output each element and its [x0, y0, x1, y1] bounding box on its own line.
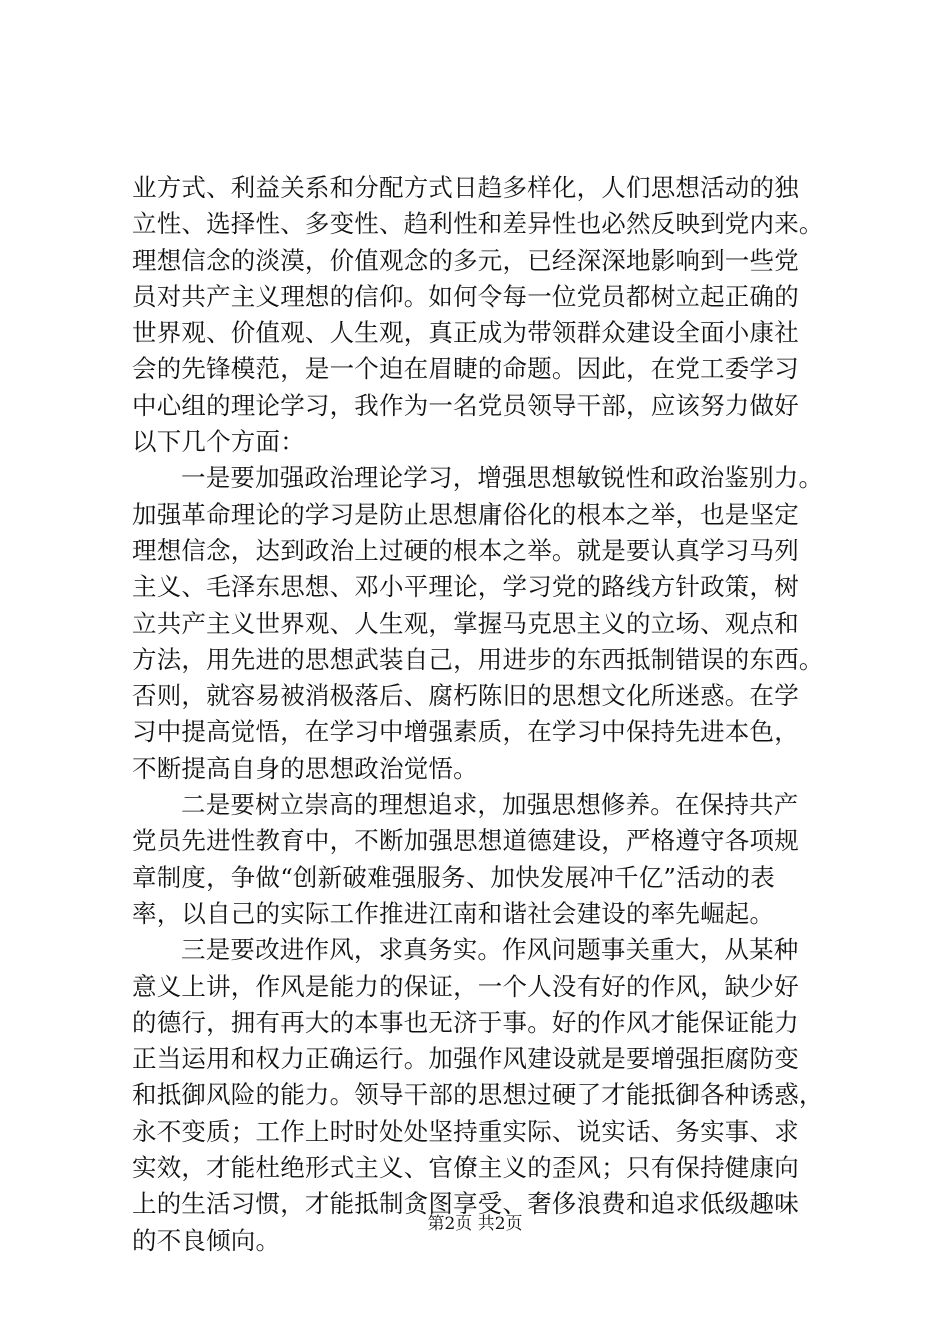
- paragraph-4-line: 的德行，拥有再大的本事也无济于事。好的作风才能保证能力: [132, 1007, 799, 1037]
- paragraph-4-line: 上的生活习惯，才能抵制贪图享受、奢侈浪费和追求低级趣味: [132, 1189, 799, 1219]
- paragraph-2-line: 否则，就容易被消极落后、腐朽陈旧的思想文化所迷惑。在学: [132, 681, 799, 711]
- paragraph-2-line: 方法，用先进的思想武装自己，用进步的东西抵制错误的东西。: [132, 644, 824, 674]
- paragraph-2-line: 习中提高觉悟，在学习中增强素质，在学习中保持先进本色，: [132, 717, 799, 747]
- paragraph-1-line: 立性、选择性、多变性、趋利性和差异性也必然反映到党内来。: [132, 209, 824, 239]
- page-number-footer: 第2页 共2页: [427, 1214, 523, 1234]
- paragraph-3-line: 二是要树立崇高的理想追求，加强思想修养。在保持共产: [181, 790, 799, 820]
- paragraph-3-line: 章制度，争做“创新破难强服务、加快发展冲千亿”活动的表: [132, 862, 775, 892]
- paragraph-1-line: 世界观、价值观、人生观，真正成为带领群众建设全面小康社: [132, 318, 799, 348]
- paragraph-1-line: 业方式、利益关系和分配方式日趋多样化，人们思想活动的独: [132, 173, 799, 202]
- paragraph-2-line: 加强革命理论的学习是防止思想庸俗化的根本之举，也是坚定: [132, 499, 799, 529]
- paragraph-2-line: 立共产主义世界观、人生观，掌握马克思主义的立场、观点和: [132, 608, 799, 638]
- document-body: [132, 170, 832, 1259]
- paragraph-3-line: 党员先进性教育中，不断加强思想道德建设，严格遵守各项规: [132, 826, 799, 856]
- paragraph-1-line: 中心组的理论学习，我作为一名党员领导干部，应该努力做好: [132, 390, 799, 420]
- paragraph-4-line: 意义上讲，作风是能力的保证，一个人没有好的作风，缺少好: [132, 971, 799, 1001]
- paragraph-4-line: 三是要改进作风，求真务实。作风问题事关重大，从某种: [181, 935, 799, 965]
- paragraph-1-line: 员对共产主义理想的信仰。如何令每一位党员都树立起正确的: [132, 281, 799, 311]
- paragraph-1-line: 以下几个方面：: [132, 427, 305, 457]
- paragraph-1-line: 理想信念的淡漠，价值观念的多元，已经深深地影响到一些党: [132, 245, 799, 275]
- paragraph-4-line: 正当运用和权力正确运行。加强作风建设就是要增强拒腐防变: [132, 1044, 799, 1074]
- paragraph-3-line: 率，以自己的实际工作推进江南和谐社会建设的率先崛起。: [132, 898, 775, 928]
- paragraph-2-line: 一是要加强政治理论学习，增强思想敏锐性和政治鉴别力。: [181, 463, 824, 493]
- paragraph-4-line: 实效，才能杜绝形式主义、官僚主义的歪风；只有保持健康向: [132, 1153, 799, 1183]
- paragraph-2-line: 理想信念，达到政治上过硬的根本之举。就是要认真学习马列: [132, 535, 799, 565]
- paragraph-2-line: 主义、毛泽东思想、邓小平理论，学习党的路线方针政策，树: [132, 572, 799, 602]
- paragraph-4-line: 和抵御风险的能力。领导干部的思想过硬了才能抵御各种诱惑，: [132, 1080, 824, 1110]
- paragraph-4-line: 永不变质；工作上时时处处坚持重实际、说实话、务实事、求: [132, 1116, 799, 1146]
- paragraph-1-line: 会的先锋模范，是一个迫在眉睫的命题。因此，在党工委学习: [132, 354, 799, 384]
- paragraph-2-line: 不断提高自身的思想政治觉悟。: [132, 753, 478, 783]
- paragraph-4-line: 的不良倾向。: [132, 1225, 281, 1255]
